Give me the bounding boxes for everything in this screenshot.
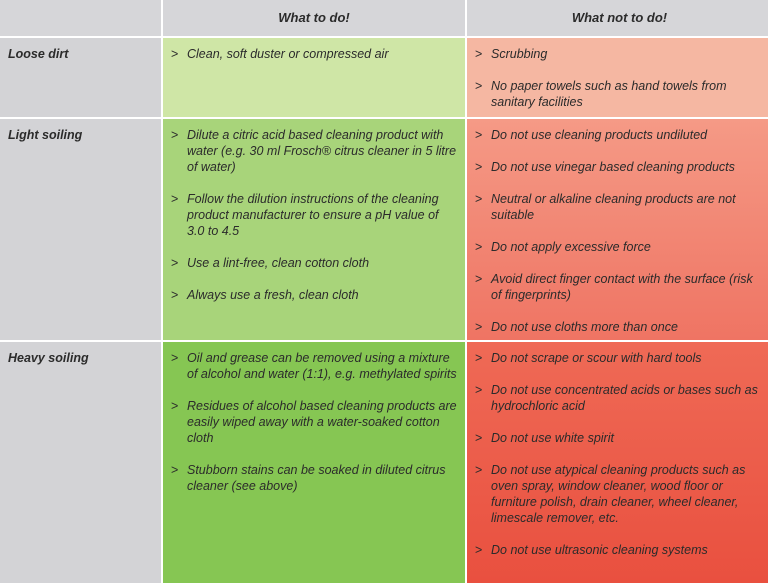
list-item: > Dilute a citric acid based cleaning product with water (e.g. 30 ml Frosch® citrus cleaner in 5 litre of water) (171, 128, 457, 174)
header-blank-cell (0, 0, 161, 36)
do-cell-heavy-soiling (163, 342, 465, 583)
bullet-marker: > (171, 47, 179, 61)
list-item: > Oil and grease can be removed using a mixture of alcohol and water (1:1), e.g. methylated spirits (171, 351, 457, 381)
list-item: > Use a lint-free, clean cotton cloth (171, 256, 370, 270)
bullet-marker: > (475, 240, 483, 254)
dont-cell-light-soiling (467, 119, 768, 340)
bullet-marker: > (475, 543, 483, 557)
bullet-marker: > (475, 463, 483, 477)
header-what-to-do: What to do! (163, 0, 465, 36)
row-label-loose-dirt: Loose dirt (0, 38, 161, 117)
list-item: > Do not use vinegar based cleaning products (475, 160, 735, 174)
bullet-marker: > (475, 192, 483, 206)
list-item: > Stubborn stains can be soaked in diluted citrus cleaner (see above) (171, 463, 446, 493)
list-item: > Do not use white spirit (475, 431, 614, 445)
bullet-marker: > (475, 383, 483, 397)
list-item: > Residues of alcohol based cleaning products are easily wiped away with a water-soaked cotton cloth (171, 399, 457, 445)
bullet-marker: > (475, 431, 483, 445)
header-what-not-to-do: What not to do! (467, 0, 768, 36)
list-item: > Do not apply excessive force (475, 240, 651, 254)
bullet-marker: > (171, 192, 179, 206)
list-item: > Always use a fresh, clean cloth (171, 288, 359, 302)
bullet-marker: > (475, 160, 483, 174)
bullet-marker: > (475, 272, 483, 286)
list-item: > Do not use ultrasonic cleaning systems (475, 543, 708, 557)
list-item: > No paper towels such as hand towels from sanitary facilities (475, 79, 727, 109)
bullet-marker: > (171, 463, 179, 477)
dont-cell-loose-dirt (467, 38, 768, 117)
bullet-marker: > (171, 351, 179, 365)
do-cell-loose-dirt (163, 38, 465, 117)
bullet-marker: > (475, 128, 483, 142)
bullet-marker: > (171, 256, 179, 270)
row-label-heavy-soiling: Heavy soiling (0, 342, 161, 583)
bullet-marker: > (171, 399, 179, 413)
bullet-marker: > (171, 288, 179, 302)
do-cell-light-soiling (163, 119, 465, 340)
list-item: > Follow the dilution instructions of the cleaning product manufacturer to ensure a pH value of 3.0 to 4.5 (171, 192, 439, 238)
list-item: > Do not use concentrated acids or bases such as hydrochloric acid (475, 383, 758, 413)
list-item: > Do not scrape or scour with hard tools (475, 351, 702, 365)
list-item: > Neutral or alkaline cleaning products are not suitable (475, 192, 736, 222)
bullet-marker: > (475, 320, 483, 334)
bullet-marker: > (475, 79, 483, 93)
bullet-marker: > (171, 128, 179, 142)
list-item: > Clean, soft duster or compressed air (171, 47, 389, 61)
list-item: > Do not use cleaning products undiluted (475, 128, 708, 142)
bullet-marker: > (475, 47, 483, 61)
list-item: > Do not use cloths more than once (475, 320, 678, 334)
row-label-light-soiling: Light soiling (0, 119, 161, 340)
list-item: > Do not use atypical cleaning products such as oven spray, window cleaner, wood floor or furniture polish, drain cleaner, wheel cleaner, limescale remover, etc. (475, 463, 746, 525)
bullet-marker: > (475, 351, 483, 365)
dont-cell-heavy-soiling (467, 342, 768, 583)
list-item: > Scrubbing (475, 47, 548, 61)
list-item: > Avoid direct finger contact with the surface (risk of fingerprints) (475, 272, 753, 302)
